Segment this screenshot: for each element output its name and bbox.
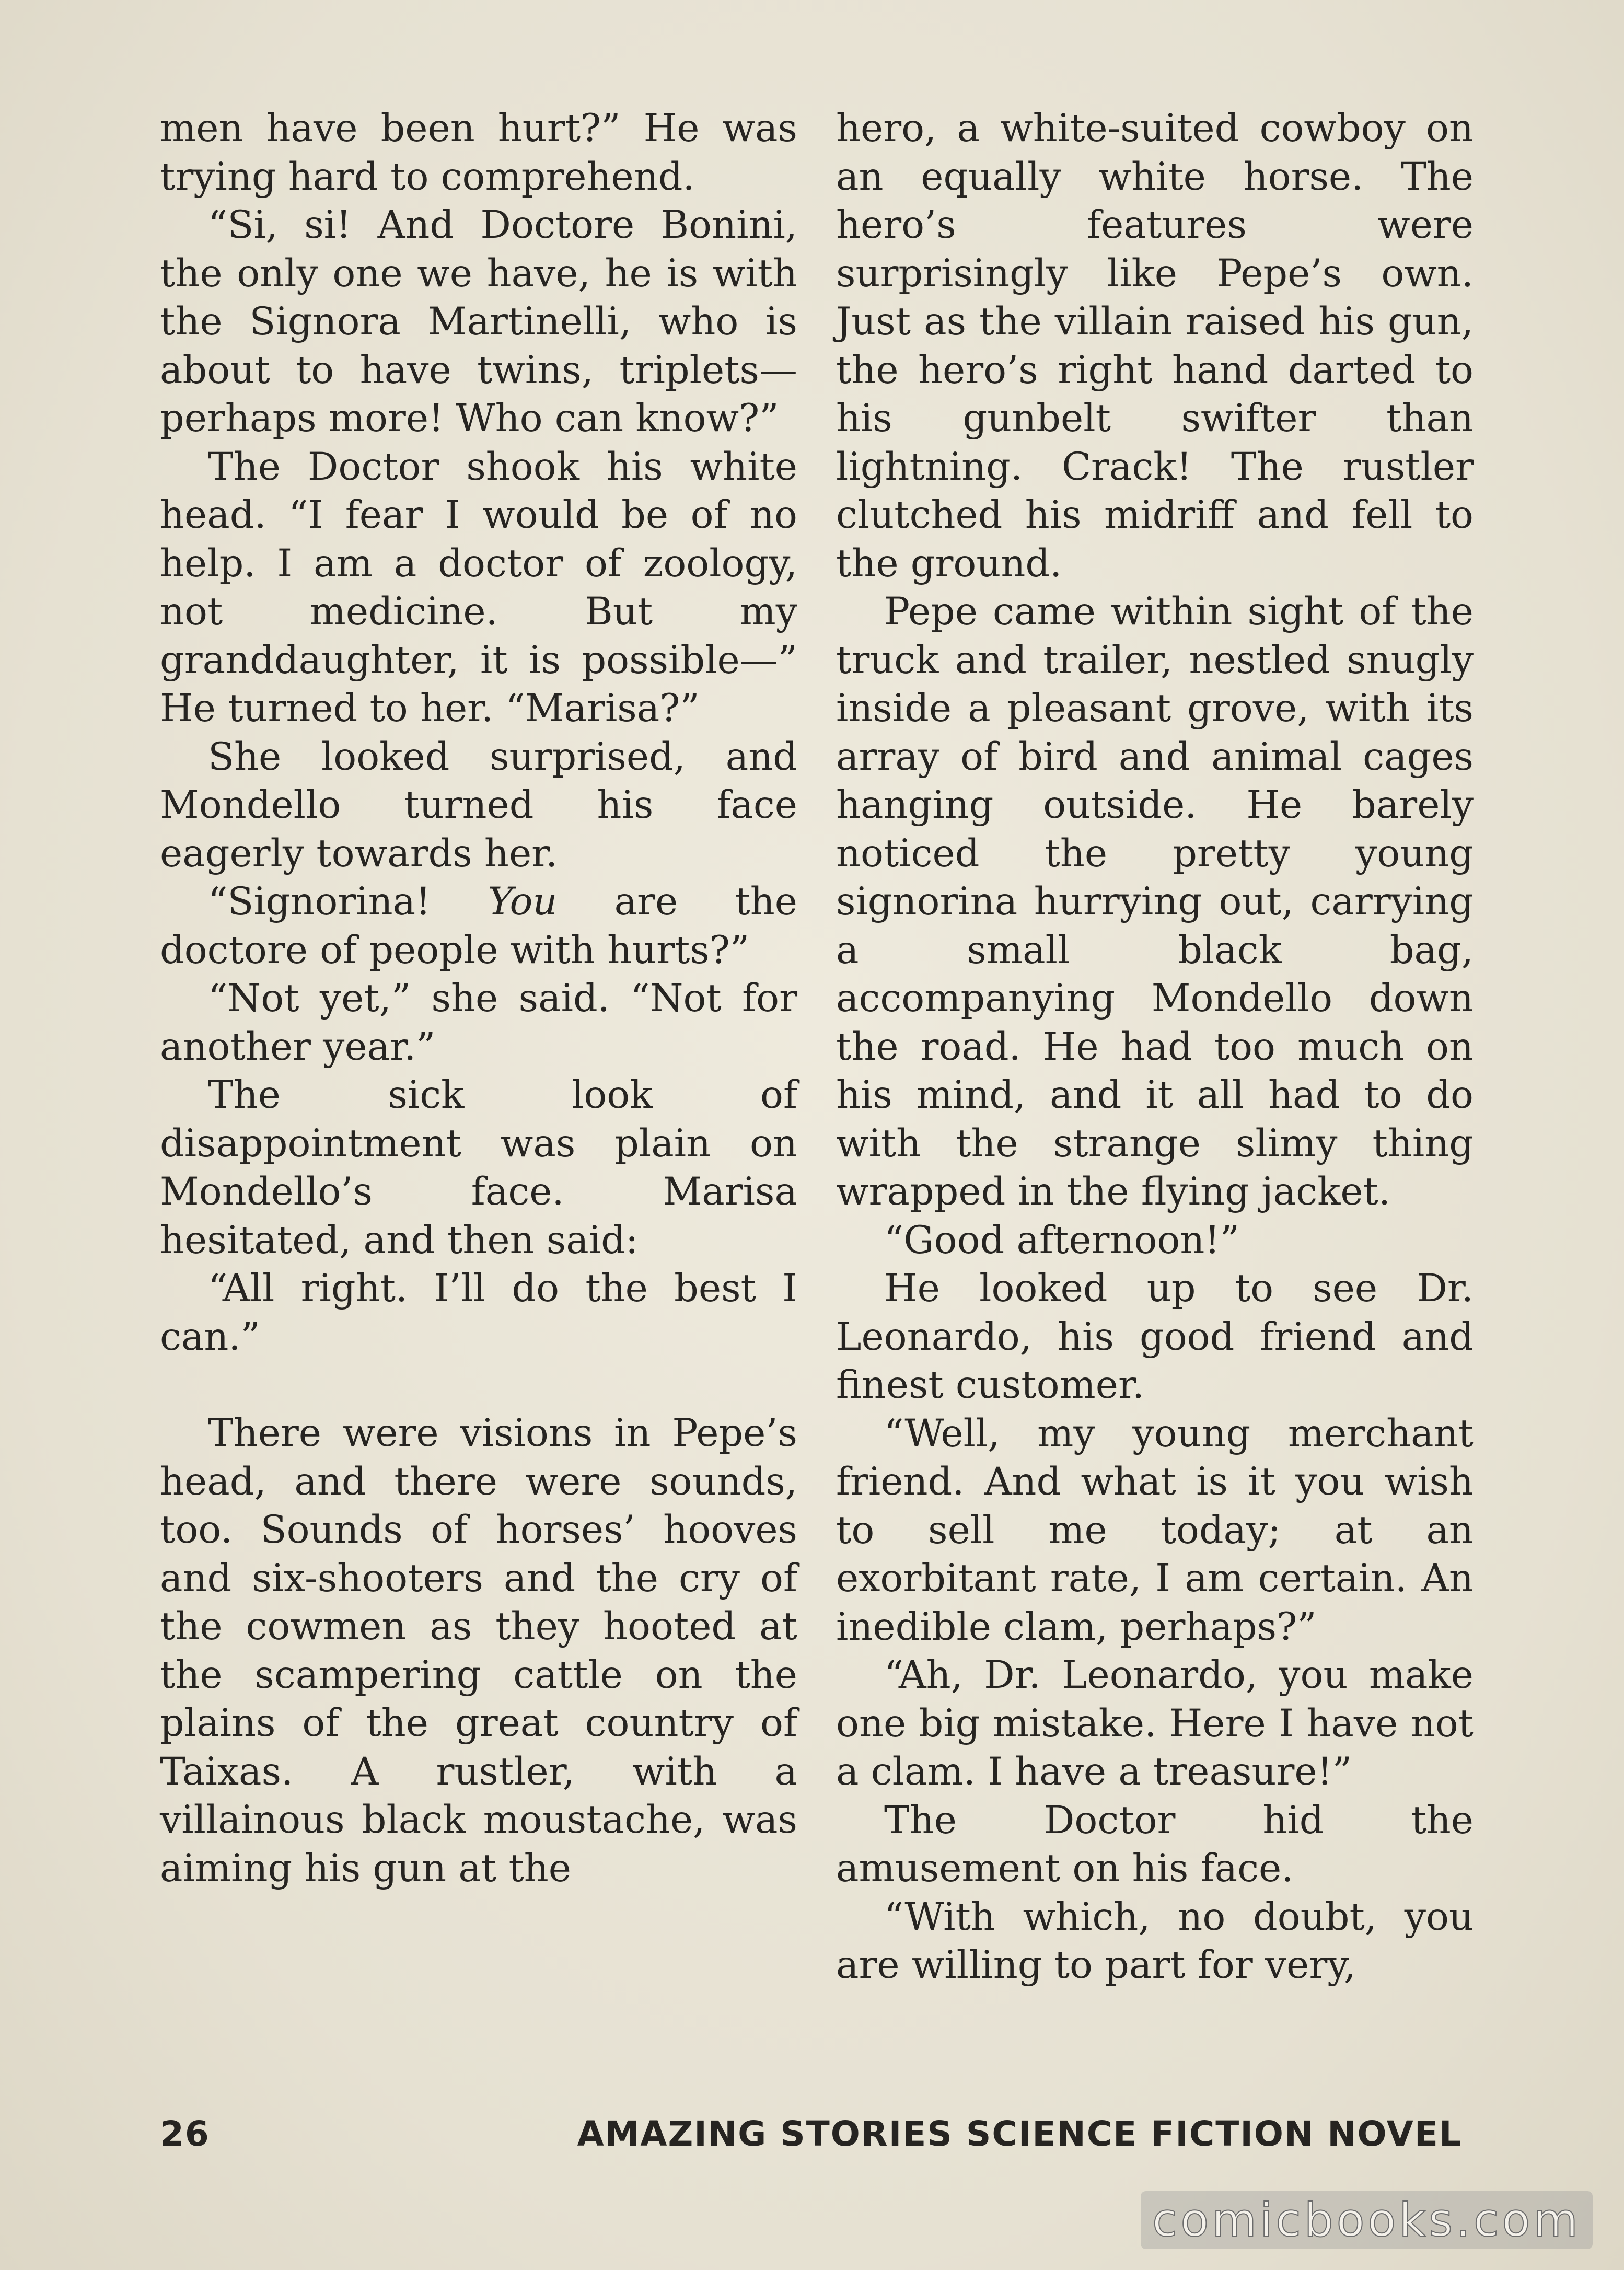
page-footer xyxy=(160,2114,1462,2161)
paragraph: hero, a white-suited cowboy on an equally white horse. The hero’s features were surprisingly like Pepe’s own. Just as the villain raised his gun, the hero’s right hand darted to his gunbelt swifter than lightning. Crack! The rustler clutched his midriff and fell to the ground. xyxy=(836,106,1474,586)
paragraph: “Well, my young merchant friend. And what is it you wish to sell me today; at an exorbitant rate, I am certain. An inedible clam, perhaps?” xyxy=(836,1411,1474,1649)
paragraph: He looked up to see Dr. Leonardo, his good friend and finest customer. xyxy=(836,1266,1474,1407)
right-text-column xyxy=(836,105,1474,1990)
paragraph: “All right. I’ll do the best I can.” xyxy=(160,1266,797,1359)
paragraph: Pepe came within sight of the truck and trailer, nestled snugly inside a pleasant grove, with its array of bird and animal cages hanging outside. He barely noticed the pretty young signorina hurrying out, carrying a small black bag, accompanying Mondello down the road. He had too much on his mind, and it all had to do with the strange slimy thing wrapped in the flying jacket. xyxy=(836,589,1474,1214)
paragraph: “Ah, Dr. Leonardo, you make one big mistake. Here I have not a clam. I have a treasure!” xyxy=(836,1653,1474,1794)
left-text-column xyxy=(160,105,797,1893)
text-run: “Signorina! xyxy=(208,879,488,924)
paragraph: The Doctor shook his white head. “I fear I would be of no help. I am a doctor of zoology, not medicine. But my granddaughter, it is possible—” He turned to her. “Marisa?” xyxy=(160,444,797,731)
text-run: are the doctore of people with hurts?” xyxy=(160,879,797,972)
emphasis-text: You xyxy=(488,879,558,924)
paragraph: The Doctor hid the amusement on his face. xyxy=(836,1798,1474,1891)
paragraph: “Not yet,” she said. “Not for another year.” xyxy=(160,976,797,1069)
page-number: 26 xyxy=(160,2114,210,2154)
paragraph: She looked surprised, and Mondello turned his face eagerly towards her. xyxy=(160,734,797,876)
paragraph xyxy=(160,878,797,975)
paragraph: “Good afternoon!” xyxy=(884,1218,1240,1263)
paragraph: men have been hurt?” He was trying hard to comprehend. xyxy=(160,106,797,199)
paragraph: There were visions in Pepe’s head, and there were sounds, too. Sounds of horses’ hooves and six-shooters and the cry of the cowmen as they hooted at the scampering cattle on the plains of the great country of Taixas. A rustler, with a villainous black moustache, was aiming his gun at the xyxy=(160,1411,797,1891)
paragraph: The sick look of disappointment was plain on Mondello’s face. Marisa hesitated, and then said: xyxy=(160,1073,797,1263)
watermark: comicbooks.com xyxy=(1141,2191,1593,2249)
running-title: AMAZING STORIES SCIENCE FICTION NOVEL xyxy=(577,2114,1462,2154)
paragraph: “With which, no doubt, you are willing to part for very, xyxy=(836,1894,1474,1987)
paragraph: “Si, si! And Doctore Bonini, the only one we have, he is with the Signora Martinelli, who is about to have twins, triplets—perhaps more! Who can know?” xyxy=(160,203,797,441)
